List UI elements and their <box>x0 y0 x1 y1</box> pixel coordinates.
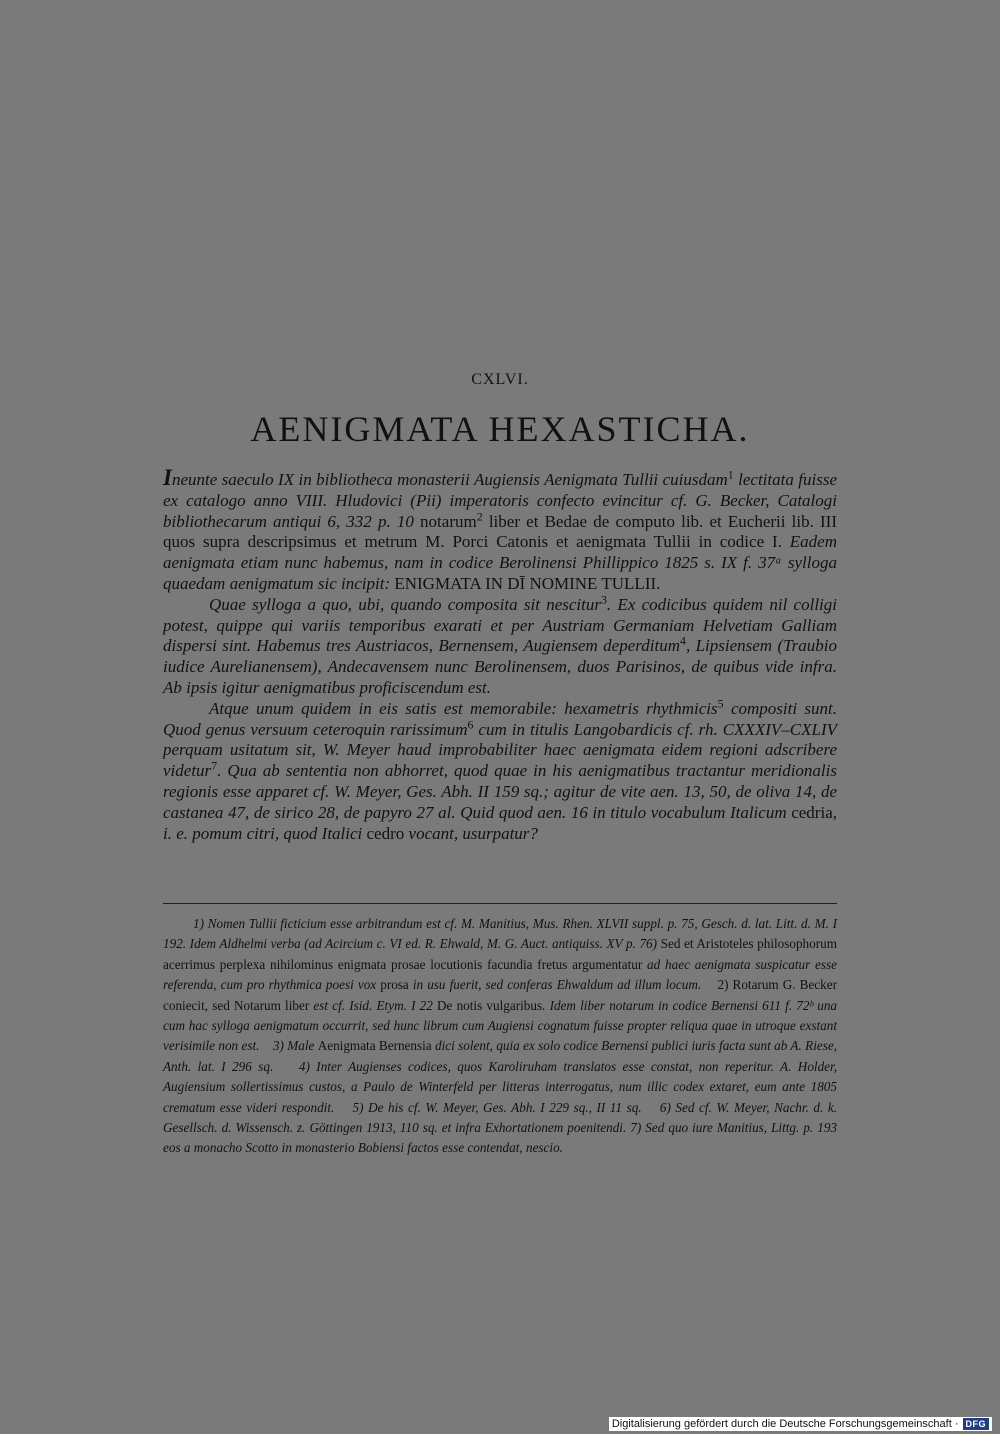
footnote-5: 5) De his cf. W. Meyer, Ges. Abh. I 229 sq., II 11 sq. <box>352 1099 642 1115</box>
text-span: neunte saeculo IX in bibliotheca monasterii Augiensis Aenigmata Tullii cuiusdam <box>171 470 728 489</box>
text-span: lectitata fuisse ex catalogo anno VIII. Hludovici (Pii) imperatoris confecto evincitur cf. G. Becker, Catalogi bibliothecarum antiqui 6, 332 p. 10 <box>163 470 837 531</box>
text-span: notarum <box>413 511 477 531</box>
text-span: Aenigmata Bernensia <box>317 1038 432 1054</box>
text-span: Quae sylloga a quo, ubi, quando composita sit nescitur <box>209 594 601 614</box>
footnote-3: 3) Male <box>272 1038 318 1054</box>
funding-text: Digitalisierung gefördert durch die Deutsche Forschungsgemeinschaft · <box>611 1418 959 1430</box>
paragraph-1 <box>163 465 838 595</box>
text-span: . Qua ab sententia non abhorret, quod quae in his aenigmatibus tractantur meridionalis regionis esse apparet cf. W. Meyer, Ges. Abh. II 159 sq.; agitur de vite aen. 13, 50, de oliva 14, de castanea 47, de sirico 28, de papyro 27 al. Quid quod aen. 16 in titulo vocabulum Italicum <box>163 761 837 822</box>
footnote-ref: 1 <box>727 467 734 482</box>
text-span: prosa <box>380 977 409 993</box>
paragraph-2 <box>163 592 837 699</box>
footnote-ref: 3 <box>600 592 607 607</box>
text-span: Atque unum quidem in eis satis est memorabile: hexametris rhythmicis <box>209 698 718 718</box>
footnote-ref: 2 <box>476 508 483 523</box>
text-span: ENIGMATA IN DĪ NOMINE TULLII. <box>394 573 661 593</box>
footnotes <box>163 914 837 1159</box>
body-text <box>163 465 838 844</box>
funding-notice <box>609 1417 992 1431</box>
paragraph-3 <box>163 696 837 845</box>
chapter-number: CXLVI. <box>471 371 529 388</box>
footnote-1: 1) Nomen Tullii ficticium esse arbitrandum est cf. M. Manitius, Mus. Rhen. XLVII suppl. p. 75, Gesch. d. lat. Litt. d. M. I 192. Idem Aldhelmi verba (ad Acircium c. VI ed. R. Ehwald, M. G. Auct. antiquiss. XV p. 76) <box>163 916 837 952</box>
text-span: De notis vulgaribus <box>437 997 543 1013</box>
text-span: est cf. Isid. Etym. I 22 <box>309 997 438 1013</box>
footnote-4: 4) Inter Augienses codices, quos Karoliruham translatos esse constat, non reperitur. A. Holder, Augiensium sollertissimus custos, a Paulo de Winterfeld per litteras interrogatus, num illic codex extaret, eum ante 1805 crematum esse videri respondit. <box>163 1058 837 1115</box>
text-span: cedro <box>366 823 405 843</box>
text-span: Sed et Aristoteles philosophorum acerrimus perplexa nihilominus enigmata prosae locutionis facundia fretus argumentatur <box>163 936 837 972</box>
text-span: in usu fuerit, sed conferas Ehwaldum ad illum locum. <box>408 977 702 993</box>
text-span: vocant, usurpatur? <box>404 823 538 843</box>
footnote-ref: 5 <box>717 696 724 711</box>
text-span: Notarum liber <box>233 997 310 1013</box>
footnote-ref: 6 <box>467 716 474 731</box>
text-span: cum in titulis Langobardicis cf. rh. CXXXIV–CXLIV perquam usitatum sit, W. Meyer haud improbabiliter haec aenigmata eidem regioni adscribere videtur <box>163 719 837 781</box>
page-title: AENIGMATA HEXASTICHA. <box>250 409 750 449</box>
footnote-7: 7) Sed quo iure Manitius, Littg. p. 193 eos a monacho Scotto in monasterio Bobiensi factos esse contendat, nescio. <box>163 1120 838 1156</box>
footnote-ref: 7 <box>211 758 218 773</box>
text-span: . Ex codicibus quidem nil colligi potest, quippe qui variis temporibus exarati et per Austriam Germaniam Helvetiam Galliam dispersi sint. Habemus tres Austriacos, Bernensem, Augiensem deperditum <box>163 594 837 656</box>
text-span: dici solent, quia ex solo codice Bernensi publici iuris facta sunt ab A. Riese, Anth. lat. I 296 sq. <box>163 1038 837 1074</box>
drop-cap: I <box>163 465 172 490</box>
footnote-ref: 4 <box>679 633 686 648</box>
footnote-divider <box>163 903 837 904</box>
footnote-6: 6) Sed cf. W. Meyer, Nachr. d. k. Gesellsch. d. Wissensch. z. Göttingen 1913, 110 sq. et infra Exhortationem poenitendi. <box>163 1099 838 1136</box>
text-span: compositi sunt. Quod genus versuum ceteroquin rarissimum <box>163 698 837 739</box>
text-span: ad haec aenigmata suspicatur esse referenda, cum pro rhythmica poesi vox <box>163 956 837 993</box>
text-span: Eadem aenigmata etiam nunc habemus, nam in codice Berolinensi Phillippico 1825 s. IX f. 37ᵃ sylloga quaedam aenigmatum sic incipit: <box>163 532 837 593</box>
footnote-block <box>163 914 837 1159</box>
text-span: . Idem liber notarum in codice Bernensi 611 f. 72ᵇ una cum hac sylloga aenigmatum occurrit, sed hunc librum cum Augiensi cognatum fuisse propter reliqua quae in utroque exstant verisimile non est. <box>163 997 838 1054</box>
text-span: cedria <box>791 802 833 822</box>
text-span: liber et Bedae de computo lib. et Eucherii lib. III quos supra descripsimus et metrum M. Porci Catonis et aenigmata Tullii in codice I. <box>163 511 838 552</box>
text-span: , i. e. pomum citri, quod Italici <box>163 802 837 843</box>
dfg-logo: DFG <box>963 1418 990 1430</box>
footnote-2: 2) Rotarum G. Becker coniecit, sed <box>163 977 837 1013</box>
text-span: , Lipsiensem (Traubio iudice Aurelianensem), Andecavensem nunc Berolinensem, duos Parisinos, de quibus vide infra. Ab ipsis igitur aenigmatibus proficiscendum est. <box>163 636 837 697</box>
